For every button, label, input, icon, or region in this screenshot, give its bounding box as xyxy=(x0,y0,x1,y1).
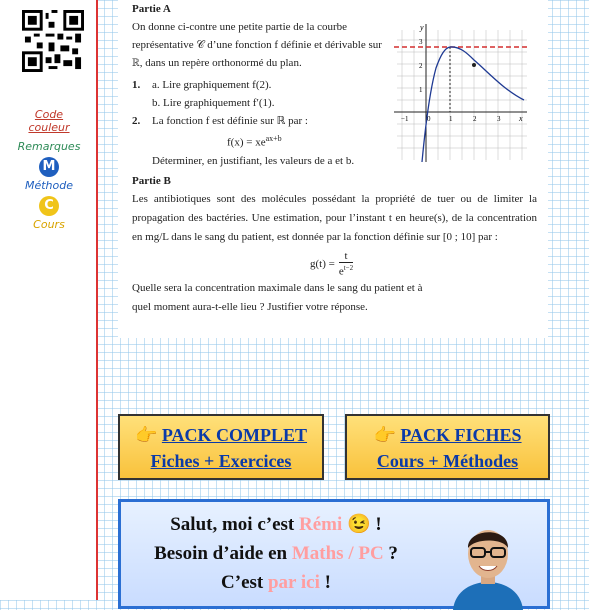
btn2-line2: Cours + Méthodes xyxy=(376,451,519,471)
tick-y-1: 1 xyxy=(419,86,423,94)
cours-badge-icon: C xyxy=(39,196,59,216)
point-on-curve xyxy=(472,63,476,67)
tick-y-3: 3 xyxy=(419,38,423,46)
avatar xyxy=(443,512,533,610)
left-margin xyxy=(0,0,96,600)
function-graph xyxy=(392,20,532,165)
q2-end: Déterminer, en justifiant, les valeurs de a et b. xyxy=(152,154,355,167)
x-axis-label: x xyxy=(519,114,523,123)
name-accent: Rémi xyxy=(299,514,343,535)
partA-heading: Partie A xyxy=(132,3,171,15)
tick-x-3: 3 xyxy=(497,115,501,123)
banner-text: Salut, moi c’est Rémi 😉 ! Besoin d’aide en Maths / PC ? C’est par ici ! xyxy=(154,514,398,593)
tick-x-2: 2 xyxy=(473,115,477,123)
pointing-hand-icon: 👉 xyxy=(134,425,158,445)
legend-remarques: Remarques xyxy=(17,140,81,153)
btn1-line1: PACK COMPLET xyxy=(161,425,308,445)
f-formula: $f(x) = xe^{ax+b}$ xyxy=(227,134,282,149)
tick-x-neg1: −1 xyxy=(401,115,409,123)
methode-badge-icon: M xyxy=(39,157,59,177)
subject-accent: Maths / PC xyxy=(291,543,384,564)
pointing-hand-icon: 👉 xyxy=(373,425,396,445)
y-axis-label: y xyxy=(420,23,424,32)
par-ici-link[interactable]: par ici xyxy=(267,572,320,593)
partB-heading: Partie B xyxy=(132,174,171,187)
tick-x-1: 1 xyxy=(449,115,453,123)
partA-intro: On donne ci-contre une petite partie de la courbe représentative 𝒞 d’une fonction f définie et dérivable sur ℝ, dans un repère orthonormé du plan. xyxy=(132,21,382,69)
q1b: b. Lire graphiquement f′(1). xyxy=(152,97,275,109)
q2-text: La fonction f est définie sur ℝ par : xyxy=(152,115,308,127)
q2-number: 2. xyxy=(132,115,141,127)
pack-complet-button[interactable] xyxy=(118,414,324,480)
tick-x-0: 0 xyxy=(427,115,431,123)
tick-y-2: 2 xyxy=(419,62,423,70)
partB-paragraph: Les antibiotiques sont des molécules possédant la propriété de tuer ou de limiter la propagation des bactéries. Une estimation, pour l’instant t en heure(s), de la concentration en mg/L dans le sang du patient, est donnée par la fonction définie sur [0 ; 10] par : xyxy=(132,192,537,243)
red-margin-line xyxy=(96,0,98,600)
color-code-legend xyxy=(14,108,84,231)
btn2-line1: PACK FICHES xyxy=(400,425,522,445)
g-formula: g(t) = $\frac{t}{e^{t-2}}$ xyxy=(310,249,354,278)
legend-cours: Cours xyxy=(33,218,65,231)
q1a: a. Lire graphiquement f(2). xyxy=(152,79,272,91)
legend-title: Code couleur xyxy=(28,108,70,134)
btn1-line2: Fiches + Exercices xyxy=(150,451,292,471)
legend-methode: Méthode xyxy=(24,179,74,192)
partB-question: Quelle sera la concentration maximale dans le sang du patient et à quel moment aura-t-elle lieu ? Justifier votre réponse. xyxy=(132,282,423,314)
qr-code-icon[interactable] xyxy=(22,10,84,72)
pack-fiches-button[interactable] xyxy=(345,414,550,480)
help-banner[interactable] xyxy=(118,499,550,609)
q1-number: 1. xyxy=(132,79,141,91)
